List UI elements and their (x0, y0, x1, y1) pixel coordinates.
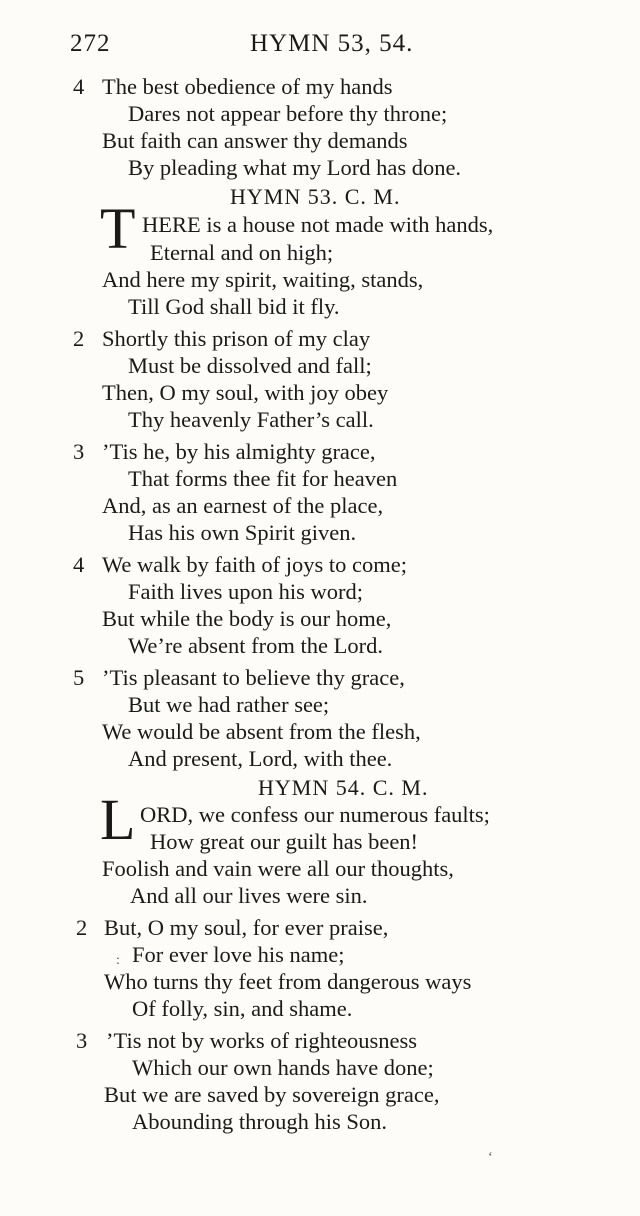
verse-text: Who turns thy feet from dangerous ways (104, 969, 472, 994)
verse-text: ’Tis he, by his almighty grace, (102, 439, 376, 464)
verse-text: How great our guilt has been! (150, 829, 419, 854)
drop-cap: L (100, 787, 136, 852)
hymn-54-title: HYMN 54. C. M. (258, 775, 429, 800)
verse-text: We’re absent from the Lord. (128, 633, 383, 658)
stanza-number: 3 (76, 1028, 88, 1053)
stanza-number: 3 (73, 439, 85, 464)
stanza-number: 5 (73, 665, 85, 690)
stanza-number: 2 (73, 326, 85, 351)
hymn-53-title: HYMN 53. C. M. (230, 184, 401, 209)
verse-text: Till God shall bid it fly. (128, 294, 340, 319)
verse-text: Faith lives upon his word; (128, 579, 363, 604)
page-header (0, 30, 640, 62)
ink-speck-icon: : (116, 953, 120, 968)
verse-text: Shortly this prison of my clay (102, 326, 371, 351)
verse-text: Foolish and vain were all our thoughts, (102, 856, 454, 881)
verse-text: For ever love his name; (132, 942, 345, 967)
verse-text: Of folly, sin, and shame. (132, 996, 353, 1021)
verse-text: HERE is a house not made with hands, (142, 212, 494, 237)
verse-text: By pleading what my Lord has done. (128, 155, 462, 180)
verse-text: The best obedience of my hands (102, 74, 393, 99)
stanza-number: 2 (76, 915, 88, 940)
verse-text: But while the body is our home, (102, 606, 392, 631)
verse-text: Eternal and on high; (150, 240, 334, 265)
stanza-number: 4 (73, 552, 85, 577)
running-head: HYMN 53, 54. (250, 30, 414, 57)
verse-text: Has his own Spirit given. (128, 520, 357, 545)
verse-text: ’Tis not by works of righteousness (106, 1028, 418, 1053)
verse-text: But we are saved by sovereign grace, (104, 1082, 440, 1107)
verse-text: Which our own hands have done; (132, 1055, 434, 1080)
stanza-number: 4 (73, 74, 85, 99)
verse-text: Thy heavenly Father’s call. (128, 407, 374, 432)
page-number: 272 (70, 30, 111, 57)
verse-text: Must be dissolved and fall; (128, 353, 372, 378)
verse-text: But we had rather see; (128, 692, 330, 717)
verse-text: Dares not appear before thy throne; (128, 101, 448, 126)
drop-cap: T (100, 196, 136, 261)
verse-text: ’Tis pleasant to believe thy grace, (102, 665, 405, 690)
verse-text: And here my spirit, waiting, stands, (102, 267, 424, 292)
ink-speck-icon: ‘ (488, 1150, 493, 1165)
verse-text: And present, Lord, with thee. (128, 746, 393, 771)
verse-text: We would be absent from the flesh, (102, 719, 421, 744)
verse-text: That forms thee fit for heaven (128, 466, 398, 491)
verse-text: But faith can answer thy demands (102, 128, 408, 153)
verse-text: ORD, we confess our numerous faults; (140, 802, 490, 827)
verse-text: Then, O my soul, with joy obey (102, 380, 389, 405)
verse-text: We walk by faith of joys to come; (102, 552, 407, 577)
verse-text: But, O my soul, for ever praise, (104, 915, 389, 940)
verse-text: And all our lives were sin. (130, 883, 368, 908)
verse-text: And, as an earnest of the place, (102, 493, 384, 518)
verse-text: Abounding through his Son. (132, 1109, 388, 1134)
